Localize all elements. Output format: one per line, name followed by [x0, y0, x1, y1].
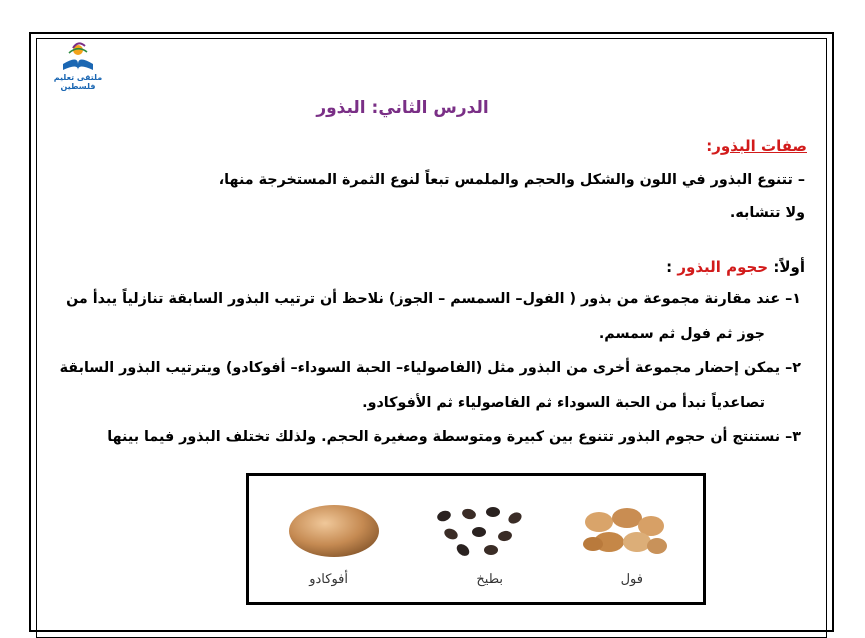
sizes-item-1-line-1: ١– عند مقارنة مجموعة من بذور ( الفول– السمسم – الجوز) نلاحظ أن ترتيب البذور السابقة تنازلياً يبدأ من: [66, 291, 801, 307]
watermelon-seeds-image: [429, 504, 529, 559]
sizes-heading-row: [666, 258, 805, 276]
lesson-title: الدرس الثاني: البذور: [316, 98, 489, 118]
sizes-colon: :: [666, 258, 673, 276]
traits-line-1: – تتنوع البذور في اللون والشكل والحجم والملمس تبعاً لنوع الثمرة المستخرجة منها،: [218, 172, 805, 188]
avocado-seed-image: [284, 501, 384, 561]
sizes-item-3-line-1: ٣– نستنتج أن حجوم البذور تتنوع بين كبيرة ومتوسطة وصغيرة الحجم. ولذلك تختلف البذور فيما بينها: [107, 429, 801, 445]
traits-heading: صفات البذور: [712, 137, 807, 155]
sizes-prefix: أولاً:: [773, 258, 805, 276]
caption-avocado: أفوكادو: [309, 572, 348, 587]
sizes-item-2-line-1: ٢– يمكن إحضار مجموعة أخرى من البذور مثل (الفاصولياء– الحبة السوداء– أفوكادو) ويترتيب البذور السابقة: [59, 360, 801, 376]
sizes-heading: حجوم البذور: [677, 258, 769, 276]
traits-line-2: ولا تتشابه.: [729, 205, 805, 221]
sizes-item-1-line-2: جوز ثم فول ثم سمسم.: [598, 326, 765, 342]
caption-fava: فول: [620, 572, 643, 587]
traits-heading-row: [706, 137, 807, 155]
logo-text: ملتقى تعليم فلسطين: [53, 73, 103, 91]
caption-watermelon: بطيخ: [476, 572, 503, 587]
traits-colon: :: [706, 137, 713, 155]
seeds-figure: [246, 473, 706, 605]
sizes-item-2-line-2: تصاعدياً نبدأ من الحبة السوداء ثم الفاصولياء ثم الأفوكادو.: [362, 395, 765, 411]
fava-beans-image: [579, 504, 669, 559]
